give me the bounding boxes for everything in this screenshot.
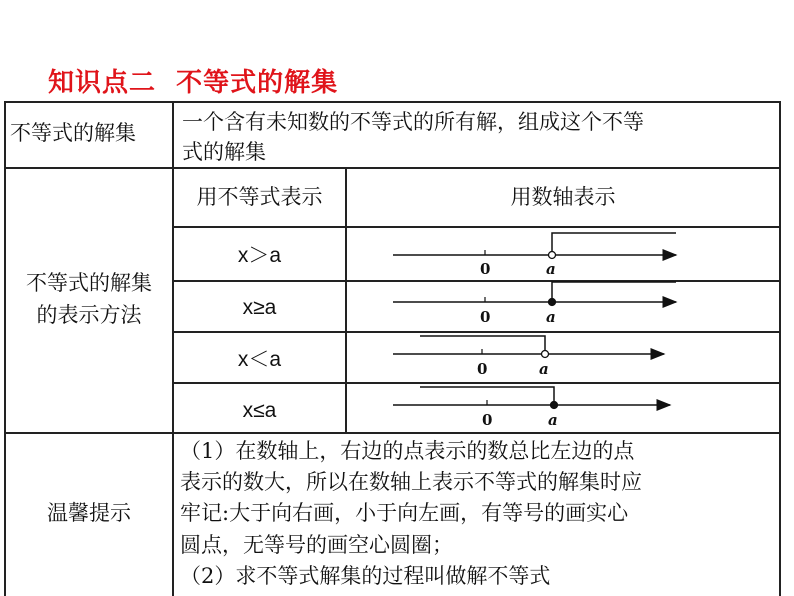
a-label: a <box>539 360 549 378</box>
numberline-lt <box>393 336 664 378</box>
a-label: a <box>548 411 558 429</box>
tips-line1: （1）在数轴上，右边的点表示的数总比左边的点 <box>180 439 635 463</box>
inequality-ge: x≥a <box>242 296 277 319</box>
a-label: a <box>546 260 556 278</box>
methods-label-line1: 不等式的解集 <box>26 271 152 295</box>
solution-set-definition-line2: 式的解集 <box>182 140 266 164</box>
methods-label-line2: 的表示方法 <box>36 303 142 327</box>
inequality-lt: x＜a <box>237 348 282 371</box>
zero-label: 0 <box>480 260 491 278</box>
tips-label: 温馨提示 <box>47 501 131 525</box>
solid-point <box>551 402 558 409</box>
zero-label: 0 <box>477 360 488 378</box>
zero-label: 0 <box>480 308 491 326</box>
zero-label: 0 <box>482 411 493 429</box>
header-numberline: 用数轴表示 <box>510 185 616 209</box>
solid-point <box>549 299 556 306</box>
section-title: 知识点二 不等式的解集 <box>48 68 339 98</box>
tips-line5: （2）求不等式解集的过程叫做解不等式 <box>180 564 551 588</box>
open-point <box>549 252 556 259</box>
open-point <box>542 351 549 358</box>
a-label: a <box>546 308 556 326</box>
inequality-le: x≤a <box>242 399 277 422</box>
tips-line3: 牢记:大于向右画，小于向左画，有等号的画实心 <box>180 501 629 525</box>
tips-line2: 表示的数大，所以在数轴上表示不等式的解集时应 <box>180 470 642 494</box>
numberline-gt <box>393 233 676 278</box>
numberline-le <box>393 387 670 429</box>
header-inequality: 用不等式表示 <box>196 185 323 209</box>
solution-set-label: 不等式的解集 <box>10 121 136 145</box>
inequality-gt: x＞a <box>237 244 282 267</box>
numberline-ge <box>393 282 676 326</box>
tips-line4: 圆点，无等号的画空心圆圈； <box>180 533 453 557</box>
solution-set-definition-line1: 一个含有未知数的不等式的所有解，组成这个不等 <box>182 110 644 134</box>
